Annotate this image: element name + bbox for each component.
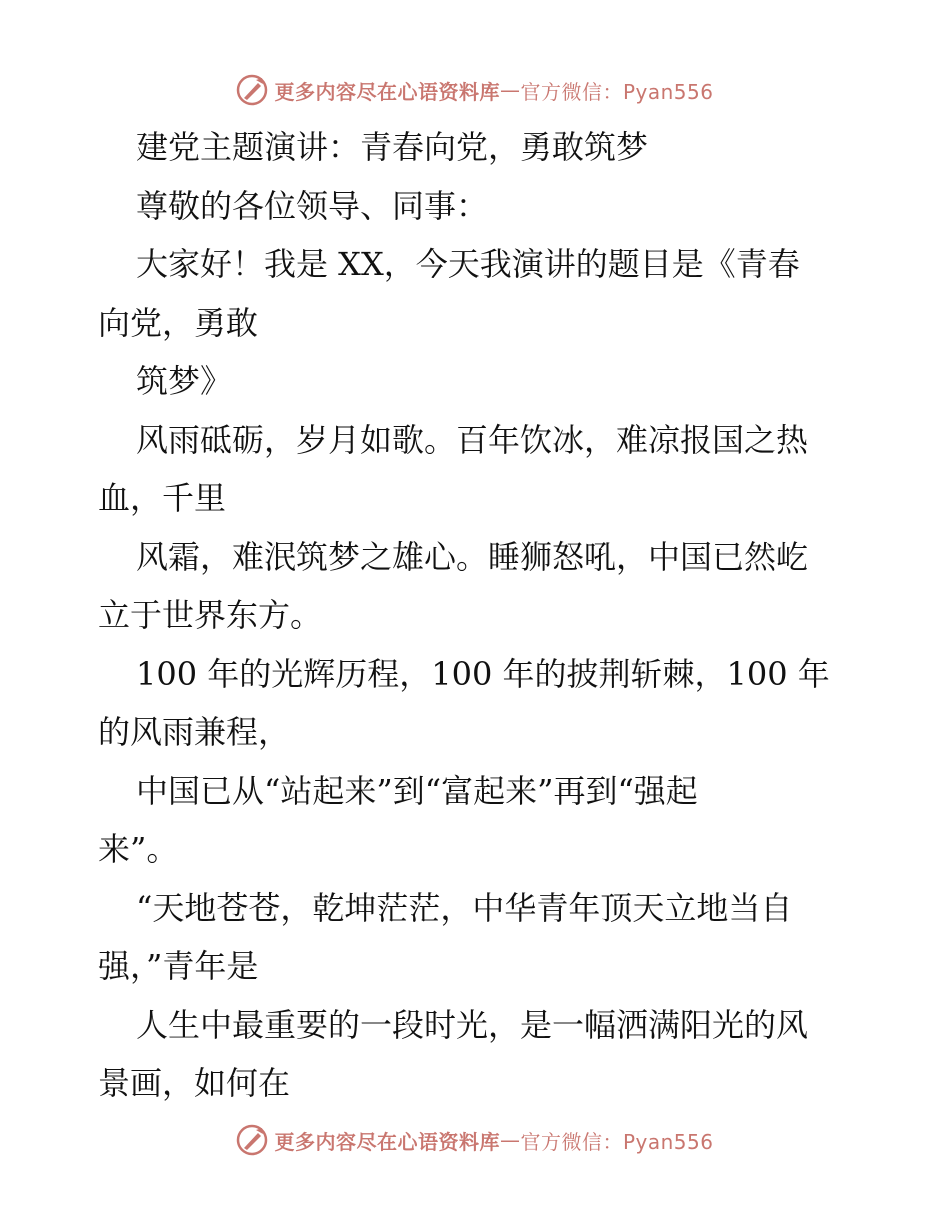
watermark-wechat: 官方微信：Pyan556	[520, 79, 714, 104]
footer-watermark	[0, 1120, 950, 1160]
header-watermark	[0, 70, 950, 110]
paragraph-line: 人生中最重要的一段时光，是一幅洒满阳光的风	[136, 1005, 809, 1044]
paragraph-line: 中国已从“站起来”到“富起来”再到“强起	[136, 771, 698, 810]
paragraph-line: 筑梦》	[136, 362, 233, 400]
quill-pen-logo-icon	[236, 1124, 268, 1156]
paragraph-line: 向党，勇敢	[98, 303, 259, 342]
quill-pen-logo-icon	[236, 74, 268, 106]
paragraph-line: 景画，如何在	[98, 1064, 291, 1102]
watermark-dash: —	[499, 78, 521, 102]
paragraph-line: 的风雨兼程，	[98, 713, 291, 751]
paragraph-line: 风霜，难泯筑梦之雄心。睡狮怒吼，中国已然屹	[136, 537, 809, 576]
watermark-site-name: 更多内容尽在心语资料库	[274, 79, 500, 104]
watermark-wechat: 官方微信：Pyan556	[520, 1129, 714, 1154]
watermark-dash: —	[499, 1128, 521, 1152]
salutation: 尊敬的各位领导、同事：	[136, 186, 489, 225]
paragraph-line: “天地苍苍，乾坤茫茫，中华青年顶天立地当自	[136, 888, 793, 927]
paragraph-line: 血，千里	[98, 479, 227, 517]
paragraph-line: 强，”青年是	[98, 947, 259, 985]
paragraph-line: 来”。	[98, 830, 179, 868]
paragraph-line: 100 年的光辉历程，100 年的披荆斩棘，100 年	[136, 654, 830, 693]
paragraph-line: 大家好！我是 XX，今天我演讲的题目是《青春	[136, 245, 800, 283]
paragraph-line: 立于世界东方。	[98, 596, 323, 634]
document-title: 建党主题演讲：青春向党，勇敢筑梦	[136, 128, 649, 166]
paragraph-line: 风雨砥砺，岁月如歌。百年饮冰，难凉报国之热	[136, 420, 809, 459]
watermark-site-name: 更多内容尽在心语资料库	[274, 1129, 500, 1154]
document-body	[98, 118, 858, 1113]
